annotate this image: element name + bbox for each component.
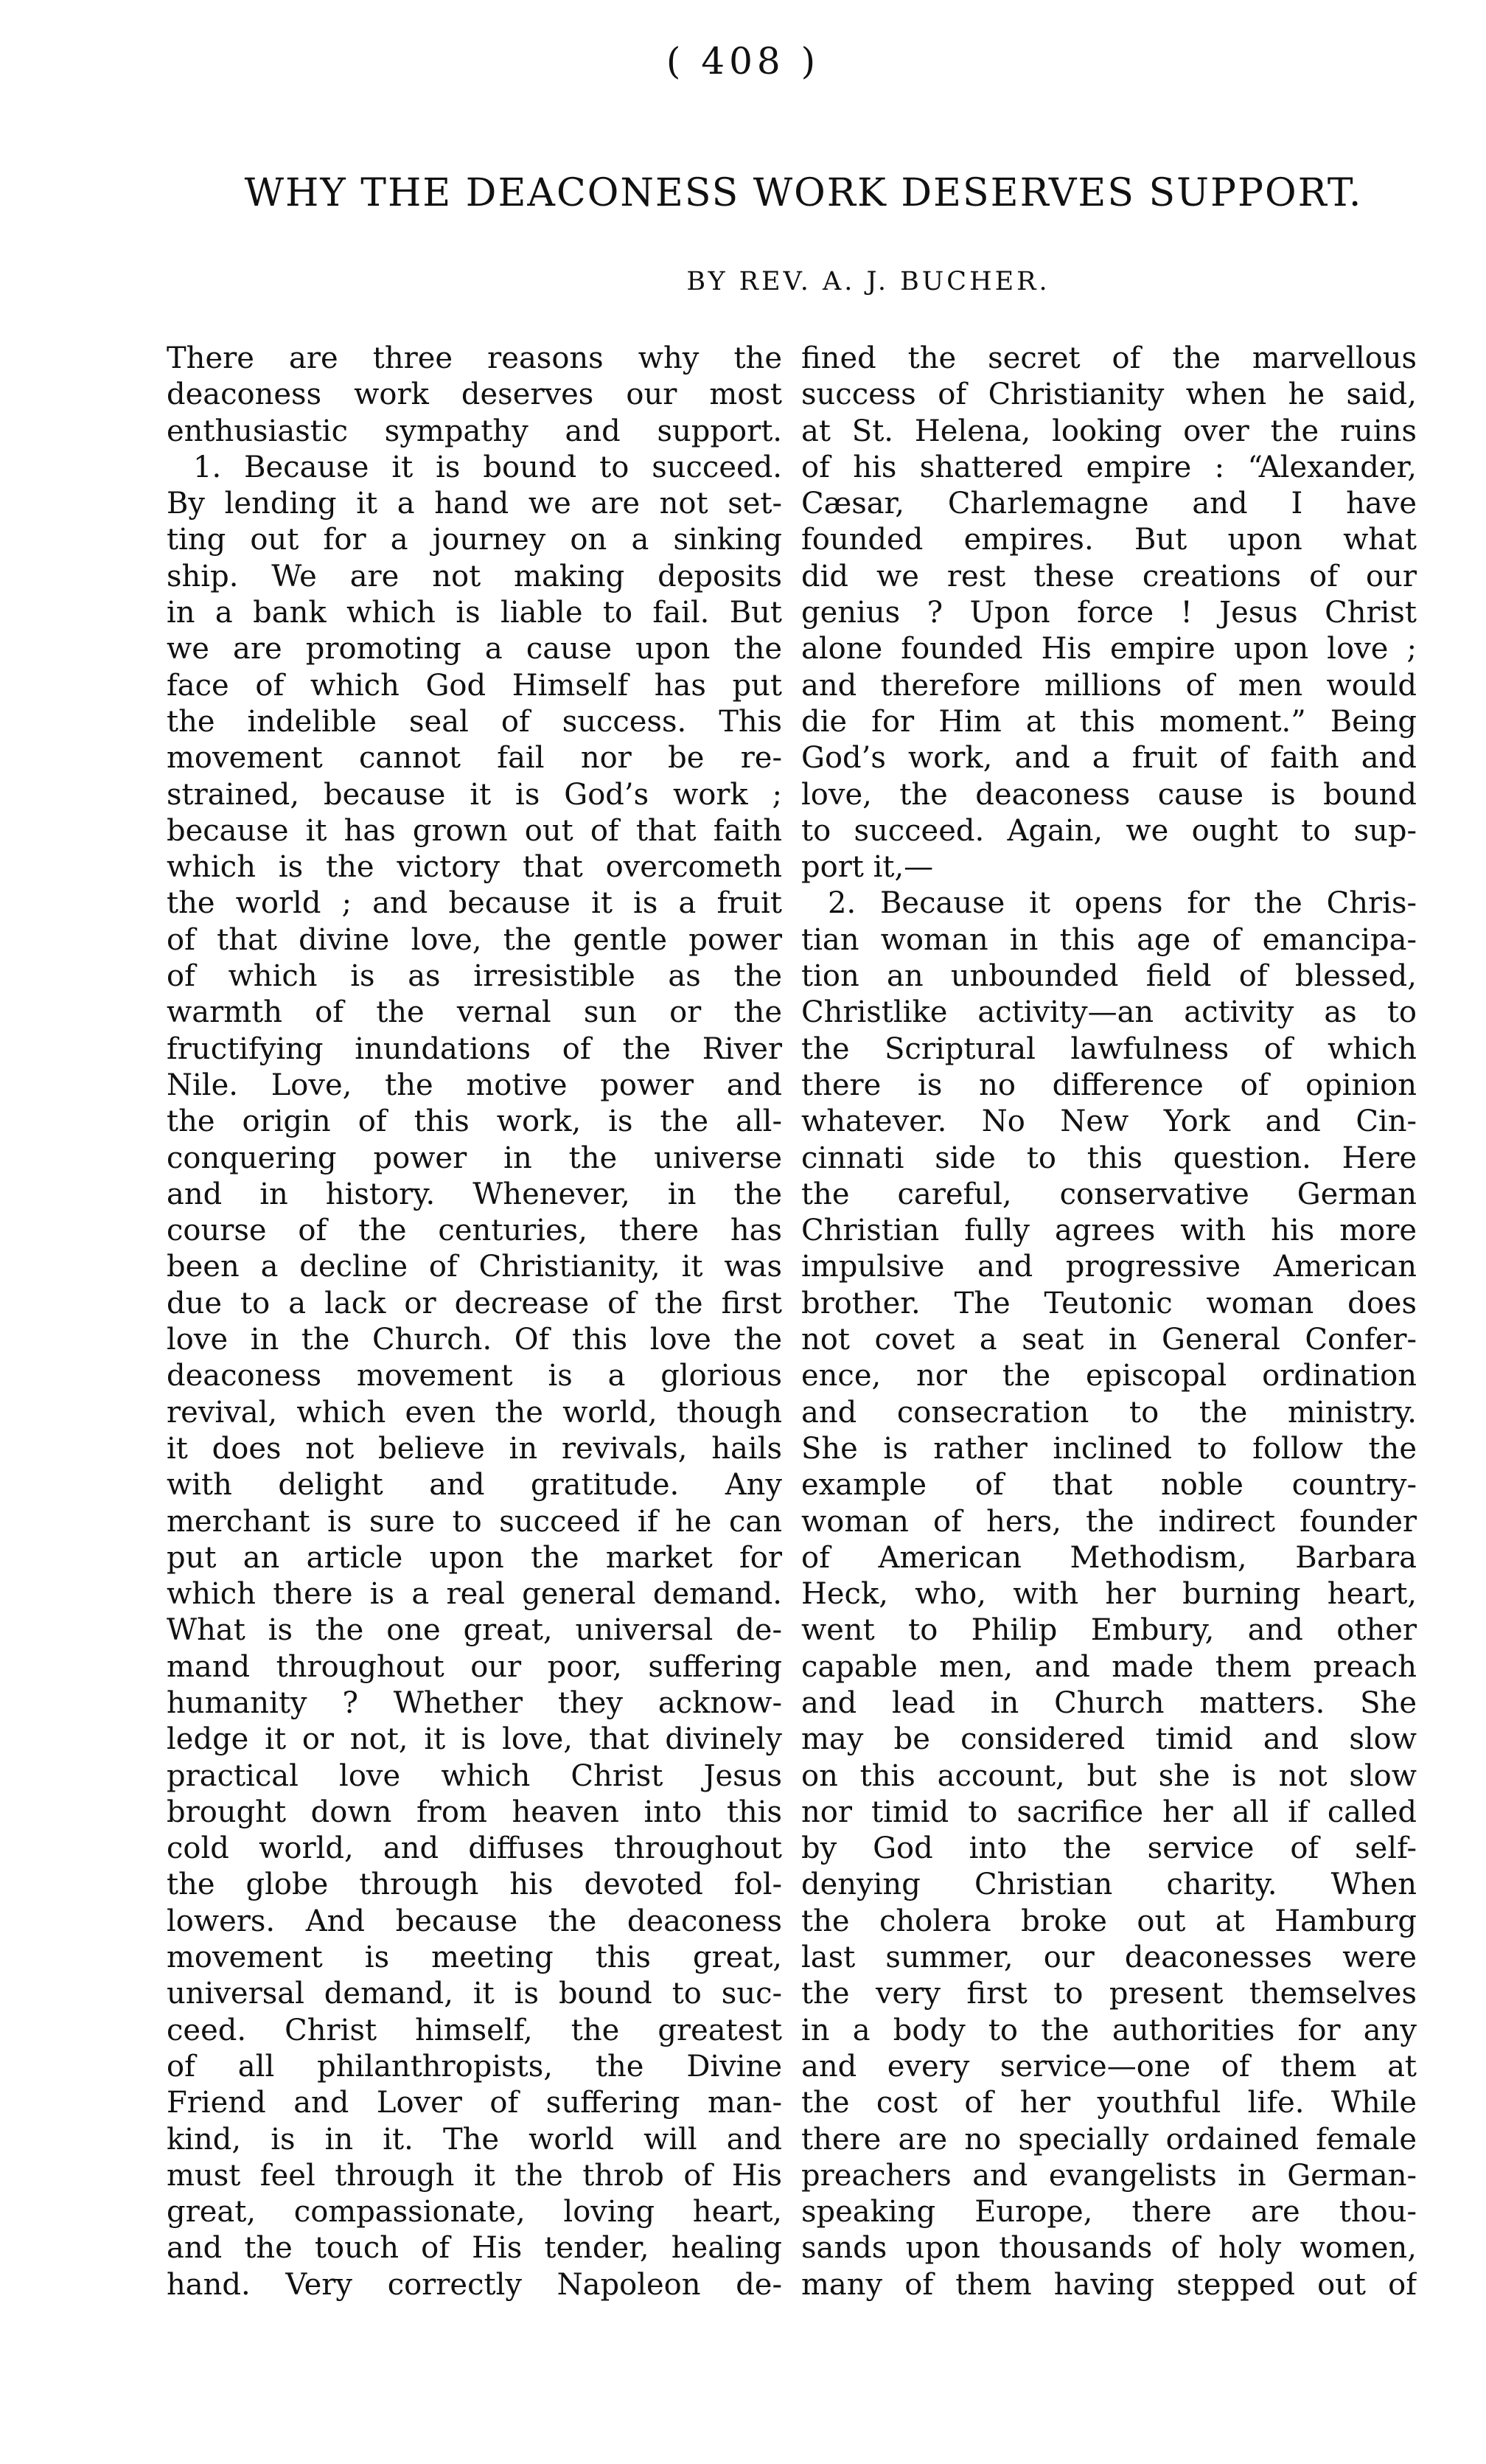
text-line: port it,— (801, 850, 934, 885)
text-line: ence, nor the episcopal ordination (801, 1359, 1417, 1393)
text-line: the globe through his devoted fol- (167, 1868, 782, 1902)
text-line: the cost of her youthful life. While (801, 2086, 1417, 2120)
text-line: alone founded His empire upon love ; (801, 632, 1417, 667)
text-line: of his shattered empire : “Alexander, (801, 450, 1417, 484)
text-line: in a body to the authorities for any (801, 2013, 1417, 2047)
text-line: and the touch of His tender, healing (167, 2231, 782, 2266)
text-line: been a decline of Christianity, it was (167, 1250, 782, 1284)
text-line: movement is meeting this great, (167, 1941, 782, 1975)
text-line: brother. The Teutonic woman does (801, 1286, 1417, 1320)
article-byline: BY REV. A. J. BUCHER. (686, 267, 1050, 296)
text-line: the very first to present themselves (801, 1977, 1417, 2011)
text-line: sands upon thousands of holy women, (801, 2231, 1417, 2266)
text-line: revival, which even the world, though (167, 1395, 782, 1430)
text-line: of American Methodism, Barbara (801, 1540, 1417, 1575)
text-line: woman of hers, the indirect founder (801, 1504, 1417, 1539)
text-line: brought down from heaven into this (167, 1795, 782, 1829)
text-line: denying Christian charity. When (801, 1868, 1417, 1902)
text-line: She is rather inclined to follow the (801, 1431, 1417, 1466)
text-line: Friend and Lover of suffering man- (167, 2086, 782, 2120)
text-line: of that divine love, the gentle power (167, 922, 782, 957)
text-line: and therefore millions of men would (801, 668, 1417, 703)
text-line: movement cannot fail nor be re- (167, 741, 782, 776)
text-line: 1. Because it is bound to succeed. (193, 450, 782, 484)
text-line: ting out for a journey on a sinking (167, 523, 782, 557)
text-line: merchant is sure to succeed if he can (167, 1504, 782, 1539)
text-line: impulsive and progressive American (801, 1250, 1417, 1284)
text-line: cold world, and diffuses throughout (167, 1831, 782, 1866)
text-line: and consecration to the ministry. (801, 1395, 1417, 1430)
text-line: ledge it or not, it is love, that divinely (167, 1722, 782, 1757)
text-line: nor timid to sacrifice her all if called (801, 1795, 1417, 1829)
text-line: and lead in Church matters. She (801, 1685, 1417, 1720)
text-line: last summer, our deaconesses were (801, 1941, 1417, 1975)
text-line: due to a lack or decrease of the first (167, 1286, 782, 1320)
text-line: tian woman in this age of emancipa- (801, 922, 1417, 957)
text-line: great, compassionate, loving heart, (167, 2195, 782, 2230)
text-line: ship. We are not making deposits (167, 559, 782, 594)
text-line: practical love which Christ Jesus (167, 1758, 782, 1793)
text-line: of all philanthropists, the Divine (167, 2049, 782, 2084)
left-text-column (167, 341, 782, 2303)
text-line: we are promoting a cause upon the (167, 632, 782, 667)
text-line: love, the deaconess cause is bound (801, 777, 1417, 812)
text-line: the indelible seal of success. This (167, 704, 782, 739)
text-line: God’s work, and a fruit of faith and (801, 741, 1417, 776)
text-line: 2. Because it opens for the Chris- (828, 886, 1417, 921)
text-line: speaking Europe, there are thou- (801, 2195, 1417, 2230)
right-text-column (801, 341, 1417, 2303)
text-line: tion an unbounded field of blessed, (801, 959, 1417, 994)
text-line: there are no specially ordained female (801, 2122, 1417, 2157)
text-line: founded empires. But upon what (801, 523, 1417, 557)
text-line: hand. Very correctly Napoleon de- (167, 2267, 782, 2302)
text-line: example of that noble country- (801, 1468, 1417, 1503)
text-line: many of them having stepped out of (801, 2267, 1417, 2302)
text-line: strained, because it is God’s work ; (167, 777, 782, 812)
text-line: Cæsar, Charlemagne and I have (801, 487, 1417, 521)
text-line: in a bank which is liable to fail. But (167, 596, 782, 630)
text-line: at St. Helena, looking over the ruins (801, 414, 1417, 448)
text-line: whatever. No New York and Cin- (801, 1104, 1417, 1139)
text-line: went to Philip Embury, and other (801, 1613, 1417, 1648)
text-line: because it has grown out of that faith (167, 813, 782, 848)
text-line: conquering power in the universe (167, 1141, 782, 1175)
text-line: preachers and evangelists in German- (801, 2158, 1417, 2193)
text-line: There are three reasons why the (167, 341, 782, 375)
text-line: lowers. And because the deaconess (167, 1904, 782, 1938)
text-line: deaconess work deserves our most (167, 377, 782, 412)
text-line: and in history. Whenever, in the (167, 1177, 782, 1211)
text-line: which there is a real general demand. (167, 1577, 782, 1612)
text-line: Heck, who, with her burning heart, (801, 1577, 1417, 1612)
text-line: ceed. Christ himself, the greatest (167, 2013, 782, 2047)
text-line: fined the secret of the marvellous (801, 341, 1417, 375)
text-line: the origin of this work, is the all- (167, 1104, 782, 1139)
text-line: mand throughout our poor, suffering (167, 1649, 782, 1684)
text-line: there is no difference of opinion (801, 1068, 1417, 1102)
text-line: enthusiastic sympathy and support. (167, 414, 782, 448)
text-line: it does not believe in revivals, hails (167, 1431, 782, 1466)
text-line: with delight and gratitude. Any (167, 1468, 782, 1503)
text-line: of which is as irresistible as the (167, 959, 782, 994)
text-line: love in the Church. Of this love the (167, 1323, 782, 1357)
text-line: warmth of the vernal sun or the (167, 995, 782, 1030)
text-line: Christlike activity—an activity as to (801, 995, 1417, 1030)
text-line: genius ? Upon force ! Jesus Christ (801, 596, 1417, 630)
text-line: the Scriptural lawfulness of which (801, 1031, 1417, 1066)
text-line: deaconess movement is a glorious (167, 1359, 782, 1393)
text-line: the cholera broke out at Hamburg (801, 1904, 1417, 1938)
text-line: humanity ? Whether they acknow- (167, 1685, 782, 1720)
text-line: which is the victory that overcometh (167, 850, 782, 885)
text-line: did we rest these creations of our (801, 559, 1417, 594)
text-line: put an article upon the market for (167, 1540, 782, 1575)
text-line: may be considered timid and slow (801, 1722, 1417, 1757)
text-line: and every service—one of them at (801, 2049, 1417, 2084)
text-line: must feel through it the throb of His (167, 2158, 782, 2193)
text-line: by God into the service of self- (801, 1831, 1417, 1866)
text-line: the careful, conservative German (801, 1177, 1417, 1211)
text-line: on this account, but she is not slow (801, 1758, 1417, 1793)
text-line: die for Him at this moment.” Being (801, 704, 1417, 739)
text-line: not covet a seat in General Confer- (801, 1323, 1417, 1357)
text-line: What is the one great, universal de- (167, 1613, 782, 1648)
text-line: universal demand, it is bound to suc- (167, 1977, 782, 2011)
page-number: ( 408 ) (666, 40, 820, 83)
text-line: Christian fully agrees with his more (801, 1214, 1417, 1248)
article-title: WHY THE DEACONESS WORK DESERVES SUPPORT. (244, 171, 1363, 215)
text-line: capable men, and made them preach (801, 1649, 1417, 1684)
text-line: fructifying inundations of the River (167, 1031, 782, 1066)
text-line: success of Christianity when he said, (801, 377, 1417, 412)
text-line: the world ; and because it is a fruit (167, 886, 782, 921)
text-line: Nile. Love, the motive power and (167, 1068, 782, 1102)
text-line: cinnati side to this question. Here (801, 1141, 1417, 1175)
text-line: kind, is in it. The world will and (167, 2122, 782, 2157)
text-line: course of the centuries, there has (167, 1214, 782, 1248)
text-line: face of which God Himself has put (167, 668, 782, 703)
text-line: to succeed. Again, we ought to sup- (801, 813, 1417, 848)
text-line: By lending it a hand we are not set- (167, 487, 782, 521)
